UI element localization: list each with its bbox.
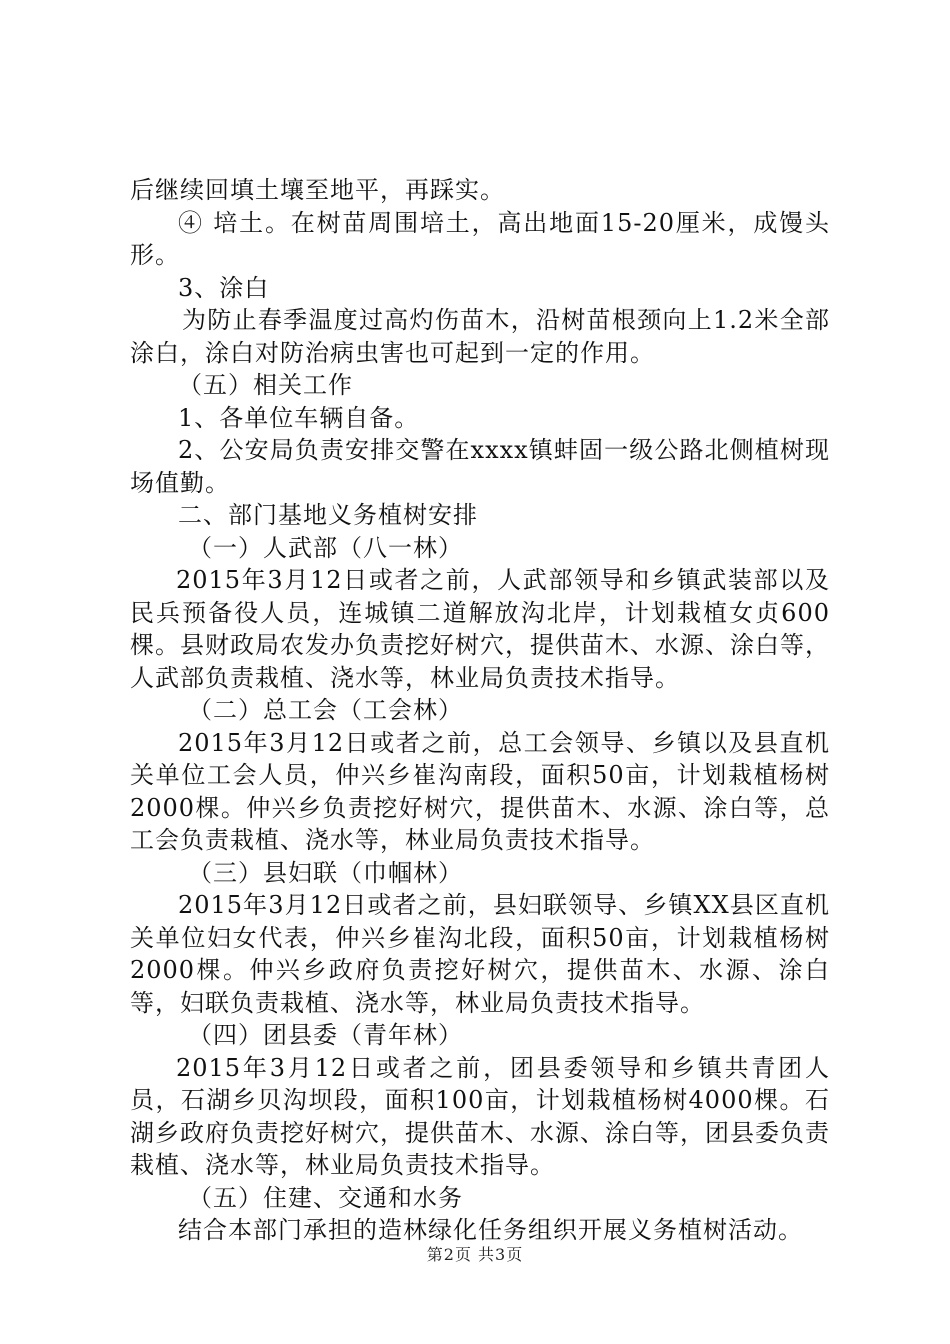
heading-related-work: （五）相关工作: [178, 371, 353, 399]
heading-department-planting: 二、部门基地义务植树安排: [178, 501, 478, 529]
heading-whitewash: 3、涂白: [178, 273, 270, 302]
paragraph-trade-union: 2015年3月12日或者之前，总工会领导、乡镇以及县直机关单位工会人员，仲兴乡崔沟南段，面积50亩，计划栽植杨树2000棵。仲兴乡负责挖好树穴，提供苗木、水源、涂白等，总工会负责栽植、浇水等，林业局负责技术指导。: [130, 728, 830, 854]
heading-housing-transport-water: （五）住建、交通和水务: [188, 1183, 463, 1212]
paragraph-vehicles: 1、各单位车辆自备。: [178, 403, 420, 432]
paragraph-womens-federation: 2015年3月12日或者之前，县妇联领导、乡镇XX县区直机关单位妇女代表，仲兴乡崔沟北段，面积50亩，计划栽植杨树2000棵。仲兴乡政府负责挖好树穴，提供苗木、水源、涂白等，妇联负责栽植、浇水等，林业局负责技术指导。: [130, 891, 830, 1017]
heading-youth-league: （四）团县委（青年林）: [188, 1021, 463, 1049]
heading-trade-union: （二）总工会（工会林）: [188, 696, 463, 724]
paragraph-whitewash: 为防止春季温度过高灼伤苗木，沿树苗根颈向上1.2米全部涂白，涂白对防治病虫害也可起到一定的作用。: [130, 306, 830, 367]
paragraph-backfill: 后继续回填土壤至地平，再踩实。: [130, 176, 505, 204]
page-footer: 第2页 共3页: [426, 1245, 524, 1264]
document-body: [130, 174, 830, 1247]
paragraph-mound-soil: ④ 培土。在树苗周围培土，高出地面15-20厘米，成馒头形。: [130, 208, 830, 269]
paragraph-armed-forces: 2015年3月12日或者之前，人武部领导和乡镇武装部以及民兵预备役人员，连城镇二道解放沟北岸，计划栽植女贞600棵。县财政局农发办负责挖好树穴，提供苗木、水源、涂白等，人武部负责栽植、浇水等，林业局负责技术指导。: [130, 566, 830, 692]
paragraph-youth-league: 2015年3月12日或者之前，团县委领导和乡镇共青团人员，石湖乡贝沟坝段，面积100亩，计划栽植杨树4000棵。石湖乡政府负责挖好树穴，提供苗木、水源、涂白等，团县委负责栽植、浇水等，林业局负责技术指导。: [130, 1053, 830, 1179]
heading-armed-forces: （一）人武部（八一林）: [188, 533, 463, 562]
paragraph-housing-transport-water: 结合本部门承担的造林绿化任务组织开展义务植树活动。: [178, 1216, 803, 1244]
paragraph-traffic-police: 2、公安局负责安排交警在xxxx镇蚌固一级公路北侧植树现场值勤。: [130, 436, 830, 497]
heading-womens-federation: （三）县妇联（巾帼林）: [188, 858, 463, 887]
